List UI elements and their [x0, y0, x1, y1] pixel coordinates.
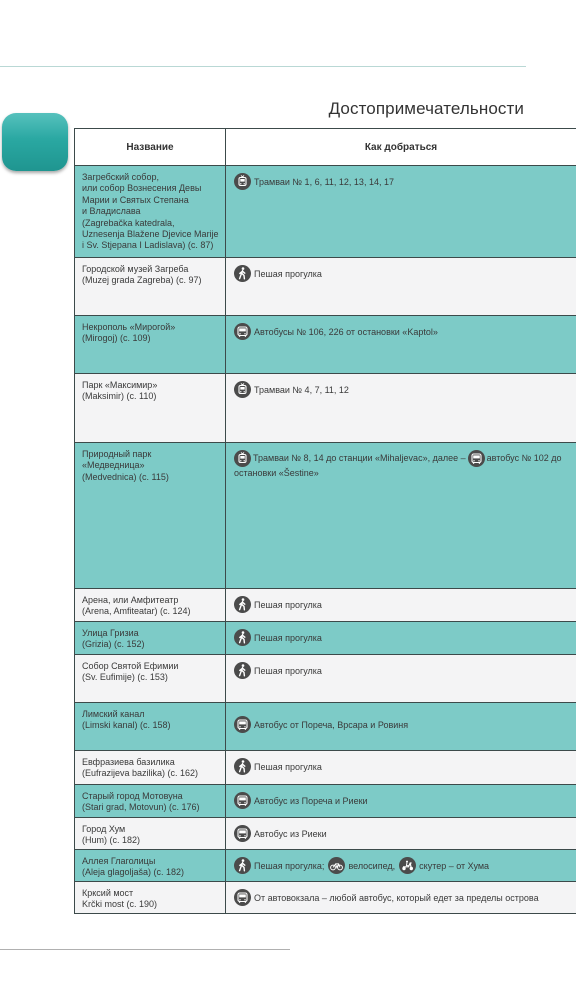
- bus-icon: [234, 716, 251, 733]
- bus-icon: [234, 792, 251, 809]
- how-to-get: Автобус от Пореча, Врсара и Ровиня: [226, 703, 576, 733]
- walk-icon: [234, 265, 251, 282]
- sight-name: Загребский собор, или собор Вознесения Девы Марии и Святых Степана и Владислава (Zagrebačka katedrala, Uznesenja Blažene Djevice Marije i Sv. Stjepana I Ladislava) (с. 87): [82, 172, 219, 251]
- table-row: [75, 850, 576, 882]
- table-row: [75, 703, 576, 751]
- how-to-get: Трамваи № 1, 6, 11, 12, 13, 14, 17: [226, 166, 576, 190]
- column-header-how: Как добраться: [226, 129, 576, 166]
- tram-icon: [234, 450, 251, 467]
- how-to-get: Пешая прогулка; велосипед, скутер – от Хума: [226, 850, 576, 874]
- scooter-icon: [399, 857, 416, 874]
- page-title: Достопримечательности: [328, 99, 524, 118]
- table-row: [75, 655, 576, 703]
- how-to-get: Автобусы № 106, 226 от остановки «Kaptol»: [226, 316, 576, 340]
- table-row: [75, 882, 576, 914]
- sight-name: Арена, или Амфитеатр (Arena, Amfiteatar) (с. 124): [82, 595, 191, 617]
- how-to-get: Трамваи № 4, 7, 11, 12: [226, 374, 576, 398]
- bus-icon: [468, 450, 485, 467]
- how-to-get: От автовокзала – любой автобус, который едет за пределы острова: [226, 882, 576, 906]
- sight-name: Некрополь «Мирогой» (Mirogoj) (с. 109): [82, 322, 176, 344]
- bus-icon: [234, 889, 251, 906]
- how-to-get: Автобус из Риеки: [226, 818, 576, 842]
- walk-icon: [234, 596, 251, 613]
- bicycle-icon: [328, 857, 345, 874]
- sight-name: Городской музей Загреба (Muzej grada Zagreba) (с. 97): [82, 264, 202, 286]
- table-row: [75, 374, 576, 443]
- bus-icon: [234, 323, 251, 340]
- how-to-get: Пешая прогулка: [226, 589, 576, 613]
- sight-name: Старый город Мотовуна (Stari grad, Motovun) (с. 176): [82, 791, 200, 813]
- how-to-get: Пешая прогулка: [226, 622, 576, 646]
- tram-icon: [234, 173, 251, 190]
- bus-icon: [234, 825, 251, 842]
- sight-name: Парк «Максимир» (Maksimir) (с. 110): [82, 380, 158, 402]
- table-row: [75, 258, 576, 316]
- section-tab: [2, 113, 68, 171]
- sight-name: Улица Гризиа (Grizia) (с. 152): [82, 628, 145, 650]
- table-row: [75, 589, 576, 622]
- sight-name: Город Хум (Hum) (с. 182): [82, 824, 141, 846]
- walk-icon: [234, 629, 251, 646]
- top-divider: [0, 66, 526, 67]
- tram-icon: [234, 381, 251, 398]
- sight-name: Аллея Глаголицы (Aleja glagoljaša) (с. 182): [82, 856, 185, 878]
- table-row: [75, 622, 576, 655]
- bottom-divider: [0, 949, 290, 950]
- table-row: [75, 316, 576, 374]
- how-to-get: Автобус из Пореча и Риеки: [226, 785, 576, 809]
- sight-name: Природный парк «Медведница» (Medvednica) (с. 115): [82, 449, 169, 482]
- column-header-name: Название: [75, 129, 226, 166]
- walk-icon: [234, 662, 251, 679]
- table-row: [75, 785, 576, 818]
- table-row: [75, 818, 576, 850]
- table-header-row: [75, 129, 576, 166]
- sight-name: Крксий мост Krčki most (с. 190): [82, 888, 158, 910]
- how-to-get: Пешая прогулка: [226, 655, 576, 679]
- sight-name: Собор Святой Ефимии (Sv. Eufimije) (с. 153): [82, 661, 179, 683]
- table-row: [75, 166, 576, 258]
- how-to-get: Пешая прогулка: [226, 258, 576, 282]
- sights-table: [74, 128, 576, 914]
- how-to-get: Пешая прогулка: [226, 751, 576, 775]
- table-row: [75, 751, 576, 785]
- sight-name: Лимский канал (Limski kanal) (с. 158): [82, 709, 171, 731]
- sight-name: Евфразиева базилика (Eufrazijeva bazilika) (с. 162): [82, 757, 199, 779]
- walk-icon: [234, 758, 251, 775]
- walk-icon: [234, 857, 251, 874]
- how-to-get: Трамваи № 8, 14 до станции «Mihaljevac», далее – автобус № 102 до остановки «Šestine»: [226, 443, 576, 479]
- table-row: [75, 443, 576, 589]
